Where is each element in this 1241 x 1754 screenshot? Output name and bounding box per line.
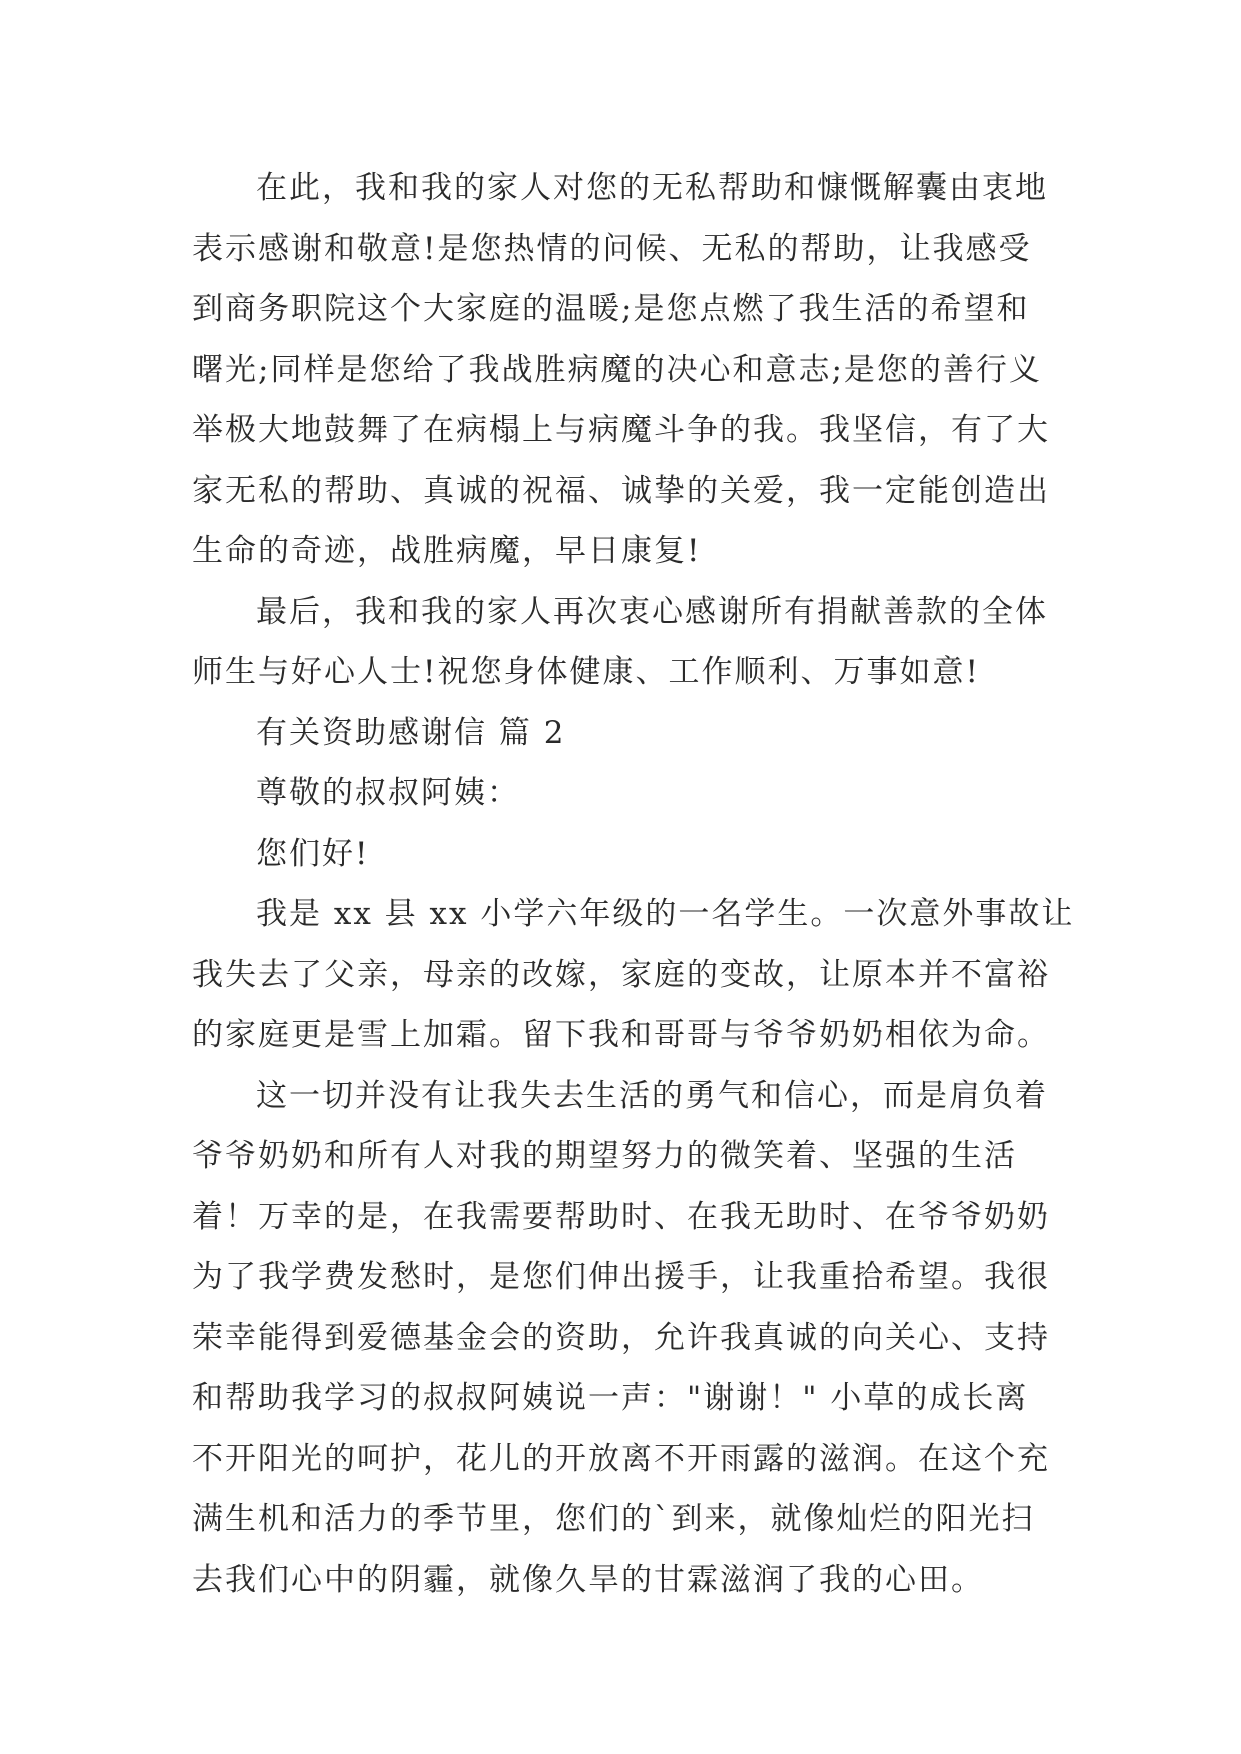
- text-line: 师生与好心人士!祝您身体健康、工作顺利、万事如意!: [192, 654, 980, 690]
- text-line: 着！万幸的是，在我需要帮助时、在我无助时、在爷爷奶奶: [192, 1198, 1050, 1235]
- text-line: 荣幸能得到爱德基金会的资助，允许我真诚的向关心、支持: [192, 1319, 1050, 1356]
- text-line: 这一切并没有让我失去生活的勇气和信心，而是肩负着: [256, 1077, 1048, 1114]
- text-line: 到商务职院这个大家庭的温暖;是您点燃了我生活的希望和: [192, 291, 1030, 327]
- text-line: 表示感谢和敬意!是您热情的问候、无私的帮助，让我感受: [192, 230, 1032, 267]
- text-line: 我是 xx 县 xx 小学六年级的一名学生。一次意外事故让: [256, 896, 1075, 932]
- text-line: 爷爷奶奶和所有人对我的期望努力的微笑着、坚强的生活: [192, 1138, 1017, 1174]
- greeting: 您们好!: [256, 835, 370, 872]
- text-line: 家无私的帮助、真诚的祝福、诚挚的关爱，我一定能创造出: [192, 472, 1050, 509]
- letter-body: [192, 158, 1075, 1610]
- text-line: 在此，我和我的家人对您的无私帮助和慷慨解囊由衷地: [256, 170, 1048, 206]
- text-line: 曙光;同样是您给了我战胜病魔的决心和意志;是您的善行义: [192, 351, 1042, 388]
- text-line: 举极大地鼓舞了在病榻上与病魔斗争的我。我坚信，有了大: [192, 412, 1050, 448]
- section-heading: 有关资助感谢信 篇 2: [256, 714, 566, 751]
- text-line: 我失去了父亲，母亲的改嫁，家庭的变故，让原本并不富裕: [192, 956, 1050, 993]
- text-line: 生命的奇迹，战胜病魔，早日康复!: [192, 533, 702, 569]
- text-line: 为了我学费发愁时，是您们伸出援手，让我重拾希望。我很: [192, 1259, 1050, 1295]
- text-line: 去我们心中的阴霾，就像久旱的甘霖滋润了我的心田。: [192, 1561, 984, 1598]
- text-line: 满生机和活力的季节里，您们的`到来，就像灿烂的阳光扫: [192, 1501, 1035, 1537]
- salutation: 尊敬的叔叔阿姨：: [256, 775, 520, 811]
- text-line: 和帮助我学习的叔叔阿姨说一声："谢谢！" 小草的成长离: [192, 1380, 1029, 1416]
- text-line: 不开阳光的呵护，花儿的开放离不开雨露的滋润。在这个充: [192, 1440, 1050, 1477]
- text-line: 最后，我和我的家人再次衷心感谢所有捐献善款的全体: [256, 593, 1048, 630]
- text-line: 的家庭更是雪上加霜。留下我和哥哥与爷爷奶奶相依为命。: [192, 1017, 1050, 1053]
